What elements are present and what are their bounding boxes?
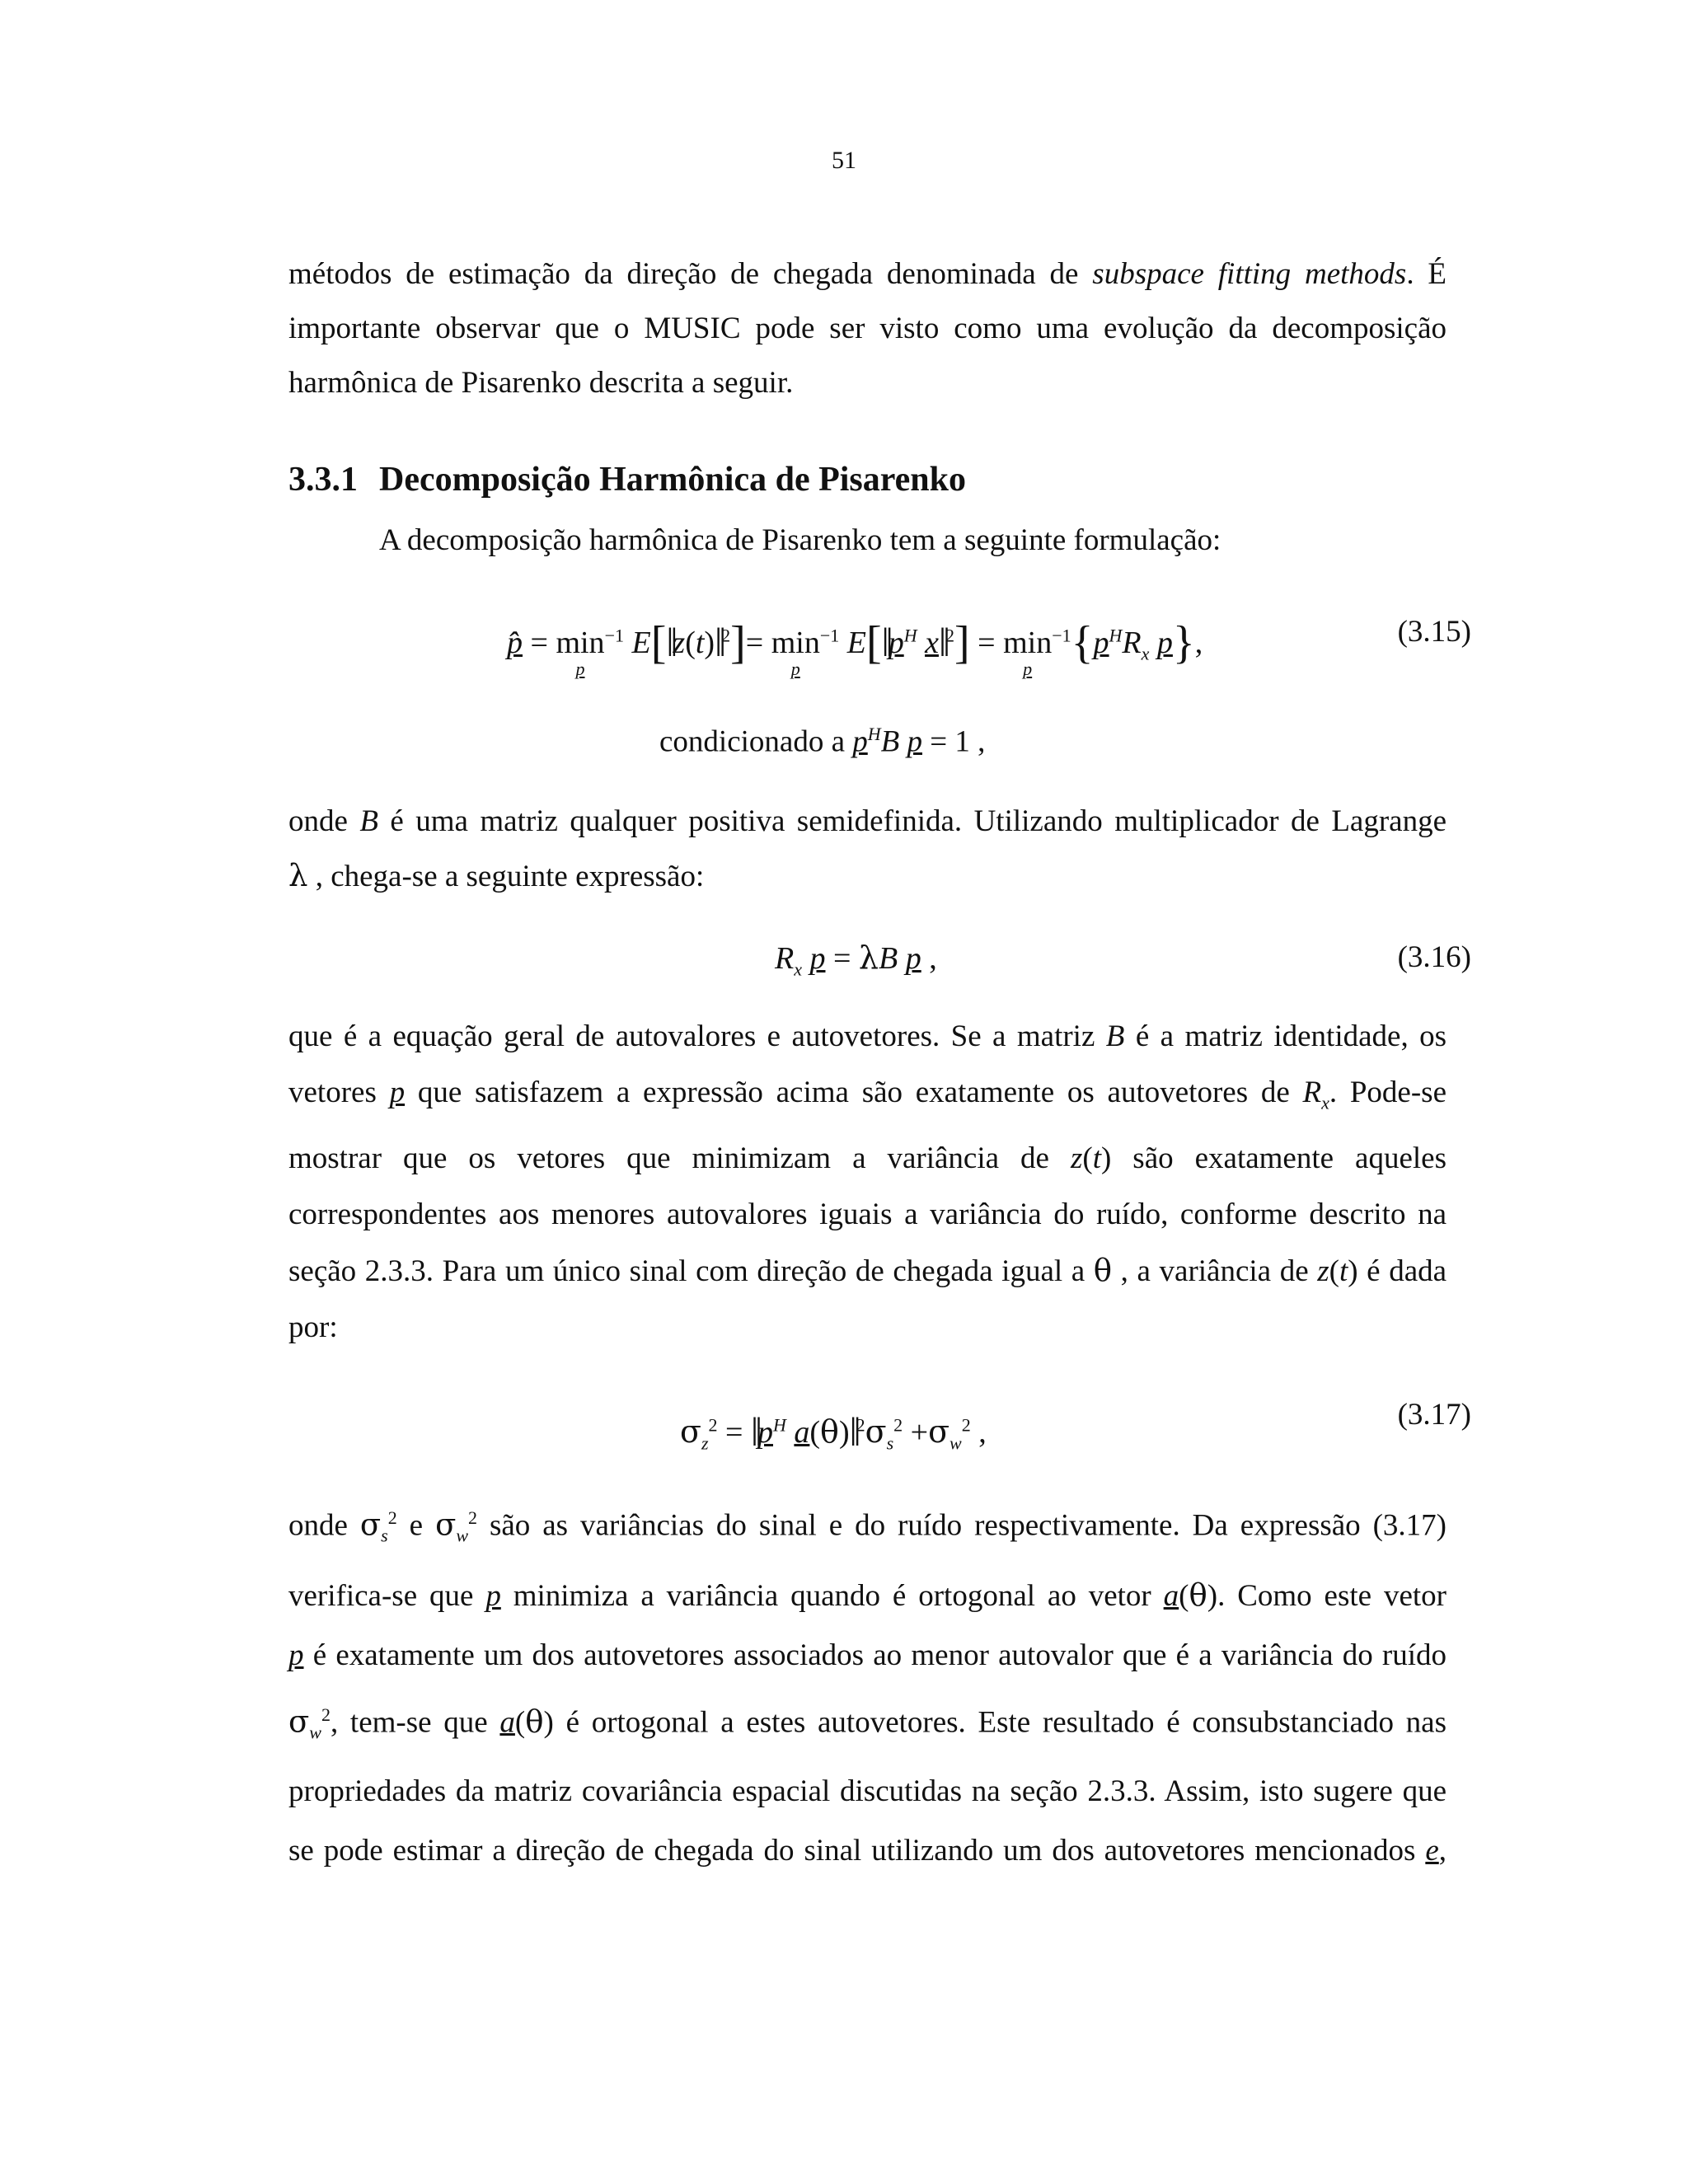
text-span: seção 2.3.3. Para um único sinal com direção de chegada igual a [288, 1254, 1085, 1289]
min-text: min [1003, 626, 1053, 660]
paragraph-line: λ , chega-se a seguinte expressão: [288, 858, 705, 893]
condition-text: condicionado a [659, 724, 845, 759]
paragraph-line: que é a equação geral de autovalores e autovetores. Se a matriz B é a matriz identidade, os [288, 1019, 1447, 1053]
paragraph-line [288, 247, 1447, 302]
text-span: que satisfazem a expressão acima são exatamente os autovetores de [417, 1076, 1290, 1109]
paragraph-line: propriedades da matriz covariância espacial discutidas na seção 2.3.3. Assim, isto sugere que [288, 1774, 1447, 1809]
section-title: Decomposição Harmônica de Pisarenko [379, 461, 966, 499]
equation-number: (3.16) [1397, 940, 1471, 974]
text-span: vetores [288, 1076, 377, 1109]
text-span: , tem-se que [330, 1705, 488, 1740]
paragraph-line: verifica-se que p minimiza a variância quando é ortogonal ao vetor a(θ). Como este vetor [288, 1577, 1447, 1613]
text-span: , [1438, 1834, 1447, 1868]
text-span: métodos de estimação da direção de chegada denominada de [288, 257, 1079, 291]
exponent: −1 [819, 625, 840, 646]
text-span: é exatamente um dos autovetores associados ao menor autovalor que é a variância do ruído [312, 1638, 1447, 1672]
page-number: 51 [832, 147, 856, 174]
paragraph-line: correspondentes aos menores autovalores iguais a variância do ruído, conforme descrito na [288, 1197, 1447, 1232]
min-text: min [556, 626, 605, 660]
text-span: que é a equação geral de autovalores e autovetores. Se a matriz [288, 1019, 1095, 1053]
exponent: −1 [604, 625, 624, 646]
text-span: se pode estimar a direção de chegada do sinal utilizando um dos autovetores mencionados [288, 1834, 1416, 1868]
min-operator [556, 626, 605, 679]
text-span: . Pode-se [1329, 1076, 1447, 1109]
paragraph-line: seção 2.3.3. Para um único sinal com direção de chegada igual a θ , a variância de z(t) é dada [288, 1253, 1447, 1289]
equation-3-17: $\sigma_z^2$ = $‖p^H$ $a(\theta)‖^2\sigma_s^2 +\sigma_w^2$ , [680, 1408, 987, 1455]
exponent: −1 [1052, 625, 1071, 646]
paragraph-intro [288, 247, 1447, 410]
section-heading [288, 460, 966, 499]
text-span: são as variâncias do sinal e do ruído respectivamente. Da expressão (3.17) [489, 1508, 1447, 1543]
text-span: minimiza a variância quando é ortogonal ao vetor [513, 1578, 1151, 1613]
paragraph-line: se pode estimar a direção de chegada do sinal utilizando um dos autovetores mencionados e, [288, 1834, 1447, 1868]
paragraph-variance [288, 1488, 1447, 1881]
equation-3-15: p̂ = min p $^{-1}$ E[‖z(t)‖$^2$]= min p $^{-1}$ $E[‖p^H$ x‖$^2$] = min p $^{-1}\{p^HR_x$ p}, [507, 617, 1203, 679]
paragraph-lagrange [288, 794, 1447, 904]
paragraph-line: vetores p que satisfazem a expressão acima são exatamente os autovetores de $R_x$. Pode-se [288, 1076, 1447, 1113]
section-intro: A decomposição harmônica de Pisarenko tem a seguinte formulação: [379, 523, 1221, 557]
text-span: . É [1406, 257, 1447, 291]
section-number: 3.3.1 [288, 461, 358, 499]
text-span: onde [288, 804, 348, 838]
min-subscript: p [1023, 658, 1033, 679]
equation-number: (3.15) [1397, 615, 1471, 649]
min-operator [771, 626, 820, 679]
text-span: verifica-se que [288, 1578, 474, 1613]
paragraph-line: p é exatamente um dos autovetores associados ao menor autovalor que é a variância do ruído [288, 1638, 1447, 1672]
text-span: onde [288, 1508, 348, 1543]
min-subscript: p [790, 658, 800, 679]
equation-3-16: $R_x$ p = λB p , [775, 940, 937, 980]
text-span: mostrar que os vetores que minimizam a variância de [288, 1141, 1049, 1176]
text-span: . Como este vetor [1217, 1578, 1447, 1613]
condition-rhs: = 1 , [930, 724, 986, 759]
condition-line: condicionado a $p^HB$ p = 1 , [659, 724, 986, 759]
paragraph-line: por: [288, 1310, 338, 1345]
paragraph-line: importante observar que o MUSIC pode ser visto como uma evolução da decomposição [288, 312, 1447, 345]
paragraph-eigen [288, 1009, 1447, 1356]
text-span: , a variância de [1120, 1254, 1309, 1289]
italic-term: subspace fitting methods [1092, 257, 1407, 291]
min-subscript: p [575, 658, 585, 679]
paragraph-line: onde $\sigma_s^2$ e $\sigma_w^2$ são as variâncias do sinal e do ruído respectivamente. Da expressão (3.17) [288, 1507, 1447, 1546]
text-span: e [409, 1508, 424, 1543]
paragraph-line: $\sigma_w^2$, tem-se que a(θ) é ortogonal a estes autovetores. Este resultado é consubstanciado nas [288, 1704, 1447, 1743]
text-span: é uma matriz qualquer positiva semidefinida. Utilizando multiplicador de Lagrange [390, 804, 1447, 838]
text-span: é a matriz identidade, os [1135, 1019, 1447, 1053]
paragraph-line: harmônica de Pisarenko descrita a seguir. [288, 366, 794, 400]
paragraph-line: mostrar que os vetores que minimizam a variância de z(t) são exatamente aqueles [288, 1141, 1447, 1176]
text-span: é ortogonal a estes autovetores. Este resultado é consubstanciado nas [565, 1705, 1447, 1740]
paragraph-line: onde B é uma matriz qualquer positiva semidefinida. Utilizando multiplicador de Lagrange [288, 804, 1447, 838]
text-span: são exatamente aqueles [1132, 1141, 1447, 1176]
text-span: , chega-se a seguinte expressão: [315, 860, 705, 893]
text-span: é dada [1367, 1254, 1447, 1289]
min-text: min [771, 626, 820, 660]
equation-number: (3.17) [1397, 1398, 1471, 1432]
min-operator [1003, 626, 1053, 679]
